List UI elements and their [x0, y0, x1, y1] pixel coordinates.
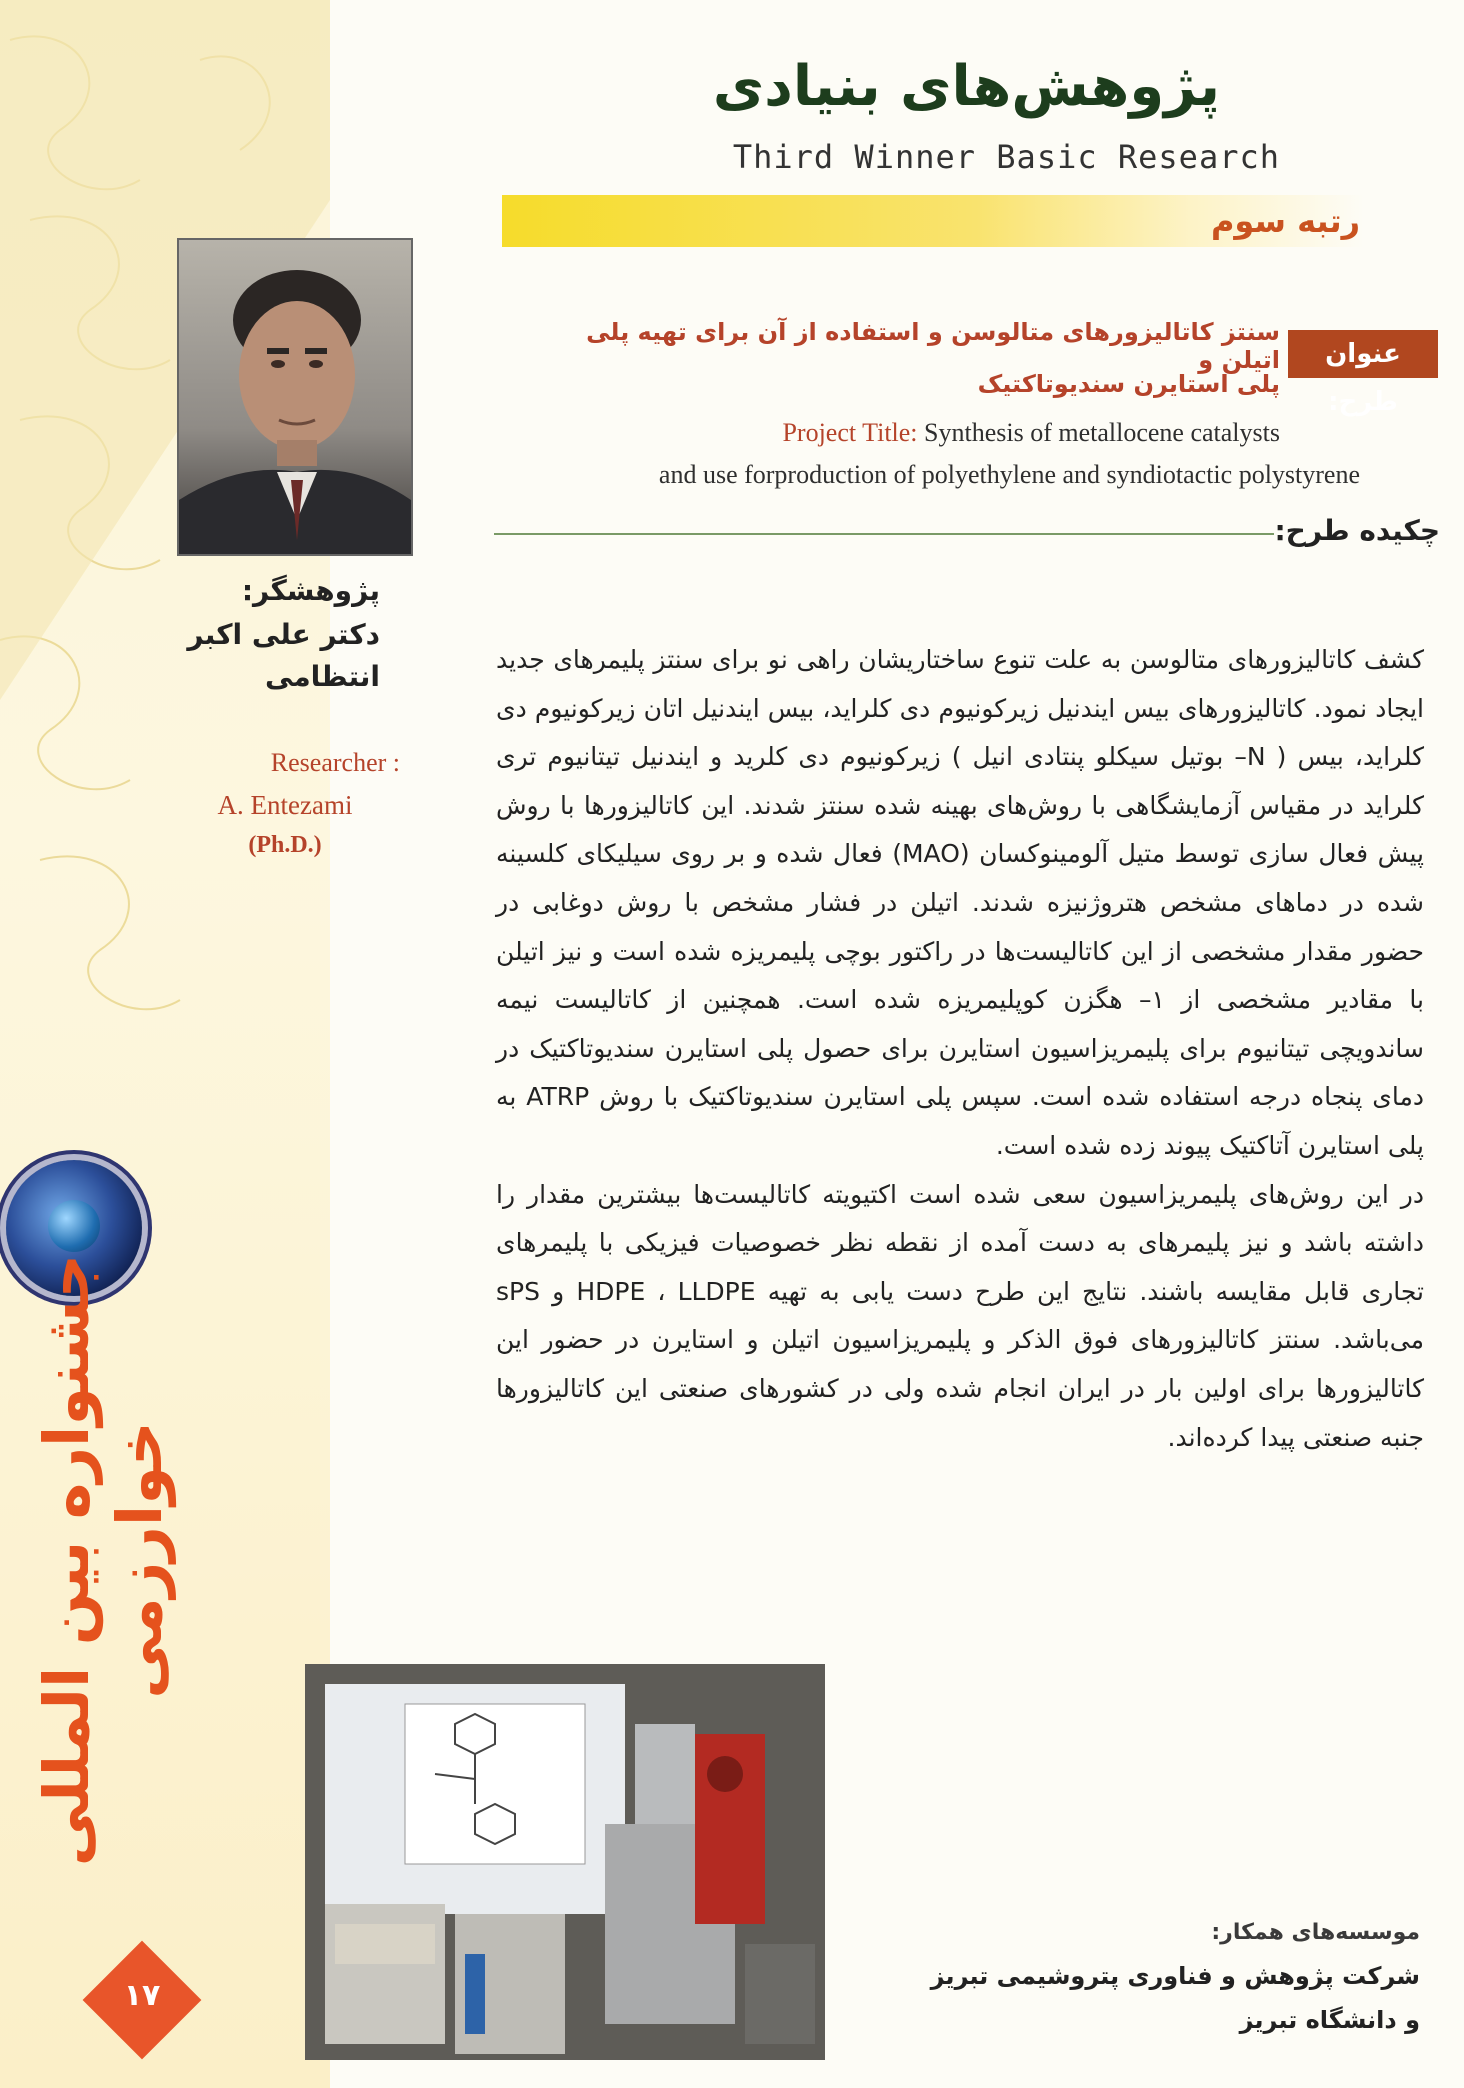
abstract-body	[496, 636, 1424, 1462]
page-number: ۱۷	[123, 1978, 161, 2013]
abstract-paragraph-2: در این روش‌های پلیمریزاسیون سعی شده است اکتیویته کاتالیست‌ها بیشترین مقدار را داشته باشد و نیز پلیمرهای به دست آمده از نقطه نظر خصوصیات فیزیکی با پلیمرهای تجاری قابل مقایسه باشند. نتایج این طرح دست یابی به تهیه HDPE ، LLDPE و sPS می‌باشد. سنتز کاتالیزورهای فوق الذکر و پلیمریزاسیون اتیلن و استایرن در حضور این کاتالیزورها برای اولین بار در ایران انجام شده ولی در کشورهای صنعتی این کاتالیزورها جنبه صنعتی پیدا کرده‌اند.	[496, 1179, 1425, 1452]
researcher-name-en: A. Entezami	[217, 790, 353, 820]
researcher-name-fa-line1: دکتر علی اکبر	[187, 618, 380, 651]
project-title-tag: عنوان طرح:	[1288, 330, 1438, 378]
project-title-en-text: Synthesis of metallocene catalysts	[924, 418, 1280, 447]
portrait-illustration	[179, 240, 411, 554]
lab-equipment-photo	[305, 1664, 825, 2060]
abstract-divider	[494, 533, 1274, 535]
project-title-en-label: Project Title:	[782, 418, 918, 447]
researcher-label-en: Researcher :	[270, 748, 400, 777]
collaborators-label: موسسه‌های همکار:	[1211, 1920, 1420, 1945]
abstract-paragraph-1: کشف کاتالیزورهای متالوسن به علت تنوع ساختاریشان راهی نو برای سنتز پلیمرهای جدید ایجاد نمود. کاتالیزورهای بیس ایندنیل زیرکونیوم دی کلراید، بیس ایندنیل اتان زیرکونیوم دی کلراید، بیس ( N– بوتیل سیکلو پنتادی انیل ) زیرکونیوم دی کلرید و ایندنیل تیتانیوم تری کلراید در مقیاس آزمایشگاهی با روش‌های بهینه شده سنتز شدند. این کاتالیزورها با روش پیش فعال سازی توسط متیل آلومینوکسان (MAO) فعال شده و بر روی سیلیکای کلسینه شده در دماهای مشخص هتروژنیزه شدند. اتیلن در فشار مشخص با روش دوغابی در حضور مقدار مشخصی از این کاتالیست‌ها در راکتور بوچی پلیمریزه شده است و نیز اتیلن با مقادیر مشخصی از ۱– هگزن کوپلیمریزه شده است. همچنین از کاتالیست نیمه ساندویچی تیتانیوم برای پلیمریزاسیون استایرن برای حصول پلی استایرن سندیوتاکتیک در دمای پنجاه درجه استفاده شده است. سپس پلی استایرن سندیوتاکتیک با روش ATRP به پلی استایرن آتاکتیک پیوند زده شده است.	[496, 645, 1425, 1160]
rank-label: رتبه سوم	[1210, 202, 1360, 240]
abstract-label: چکیده طرح:	[1274, 514, 1440, 547]
festival-vertical-title: جشنواره بین المللی خوارزمی	[30, 1253, 176, 1867]
page-subtitle: Third Winner Basic Research	[732, 138, 1280, 176]
collaborator-line-2: و دانشگاه تبریز	[1239, 2006, 1420, 2034]
collaborator-line-1: شرکت پژوهش و فناوری پتروشیمی تبریز	[930, 1962, 1420, 1990]
researcher-name-fa-line2: انتظامی	[265, 660, 380, 693]
researcher-degree-en: (Ph.D.)	[248, 832, 322, 858]
researcher-portrait	[177, 238, 413, 556]
project-title-fa-line1: سنتز کاتالیزورهای متالوسن و استفاده از آن برای تهیه پلی اتیلن و	[586, 318, 1280, 374]
project-title-en-line1	[560, 418, 1280, 448]
project-title-fa-line2: پلی استایرن سندیوتاکتیک	[977, 370, 1280, 398]
researcher-label-fa: پژوهشگر:	[241, 574, 380, 607]
lab-photo-illustration	[305, 1664, 825, 2060]
project-title-en-line2: and use forproduction of polyethylene and syndiotactic polystyrene	[658, 460, 1360, 489]
page-title: پژوهش‌های بنیادی	[712, 54, 1220, 119]
